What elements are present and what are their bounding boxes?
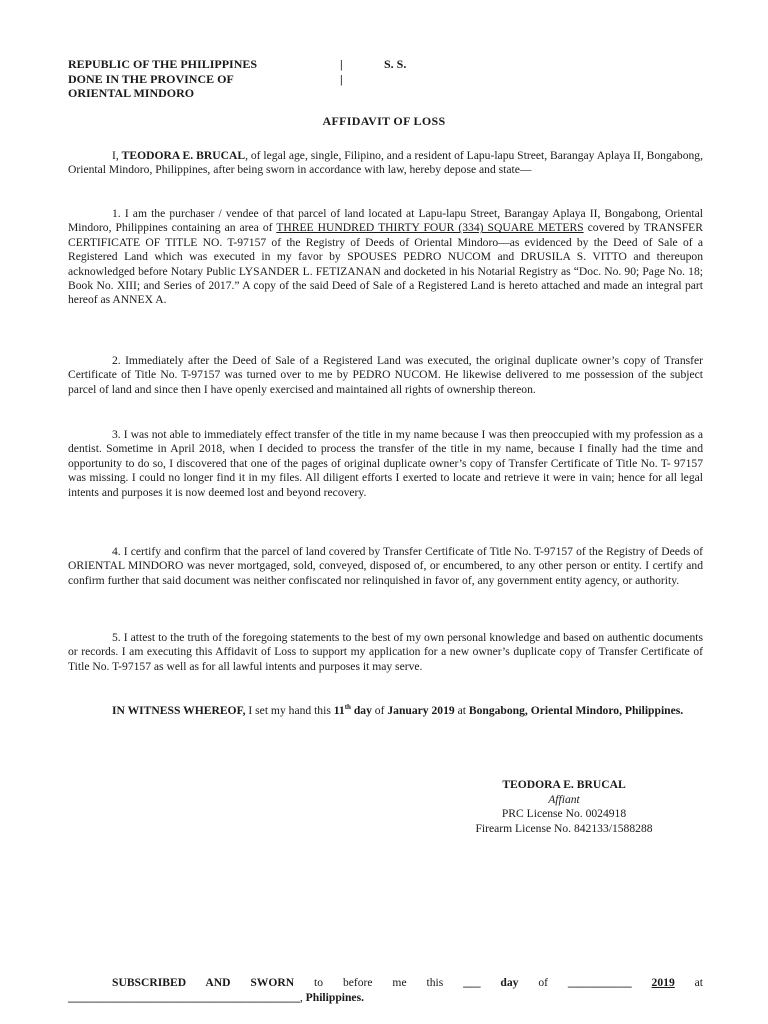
jurat-blank-month: ___________ bbox=[567, 976, 632, 989]
jurat-year: 2019 bbox=[651, 976, 675, 989]
witness-t2: of bbox=[371, 704, 388, 717]
signatory-role: Affiant bbox=[548, 792, 580, 806]
land-area: THREE HUNDRED THIRTY FOUR (334) SQUARE METERS bbox=[276, 221, 584, 235]
witness-day-word: day bbox=[350, 704, 372, 717]
jurat-day: day bbox=[480, 976, 519, 989]
witness-t3: at bbox=[454, 704, 469, 717]
document-title: AFFIDAVIT OF LOSS bbox=[322, 114, 446, 128]
intro-paragraph bbox=[68, 149, 703, 178]
witness-day-num: 11 bbox=[333, 704, 345, 717]
jurat-blank-place: ________________________________________ bbox=[68, 991, 300, 1004]
paragraph-1-b: covered by TRANSFER CERTIFICATE OF TITLE NO. T-97157 of the Registry of Deeds of Oriental Mindoro—as evidenced by the Deed of Sale of a Registered Land which was executed in my favor by SPOUSES PEDRO NUCOM and DRUSILA S. VITTO and thereupon acknowledged before Notary Public LYSANDER L. FETIZANAN and docketed in his Notarial Registry as “Doc. No. 90; Page No. 18; Book No. XIII; and Series of 2017.” A copy of the said Deed of Sale of a Registered Land is hereto attached and made an integral part hereof as ANNEX A. bbox=[68, 221, 703, 307]
jurat bbox=[68, 975, 703, 1005]
jurat-t4: , bbox=[299, 991, 306, 1004]
venue-separator-1: | bbox=[340, 57, 343, 71]
venue-block bbox=[68, 57, 257, 101]
intro-post: , of legal age, single, Filipino, and a resident of Lapu-lapu Street, Barangay Aplaya II, Bongabong, Oriental Mindoro, Philippines, after being sworn in accordance with law, hereby depose and state— bbox=[68, 149, 703, 177]
prc-license: PRC License No. 0024918 bbox=[501, 807, 627, 821]
jurat-t1: to before me this bbox=[294, 976, 464, 989]
paragraph-4: 4. I certify and confirm that the parcel of land covered by Transfer Certificate of Title No. T-97157 of the Registry of Deeds of ORIENTAL MINDORO was never mortgaged, sold, conveyed, disposed of, or encumbered, to any other person or entity. I certify and confirm further that said document was neither confiscated nor relinquished in favor of, any government entity agency, or authority. bbox=[68, 545, 703, 587]
jurat-t2: of bbox=[518, 976, 568, 989]
jurat-blank-day: ___ bbox=[463, 976, 481, 989]
jurat-t3: at bbox=[674, 976, 703, 989]
witness-t1: I set my hand this bbox=[245, 704, 334, 717]
witness-place: Bongabong, Oriental Mindoro, Philippines. bbox=[468, 704, 684, 717]
witness-lead: IN WITNESS WHEREOF, bbox=[112, 704, 246, 717]
paragraph-2: 2. Immediately after the Deed of Sale of a Registered Land was executed, the original duplicate owner’s copy of Transfer Certificate of Title No. T-97157 was turned over to me by PEDRO NUCOM. He likewise delivered to me possession of the subject parcel of land and since then I have openly exercised and maintained all rights of ownership thereon. bbox=[68, 354, 703, 396]
intro-pre: I, bbox=[112, 149, 122, 162]
witness-day-suffix: th bbox=[344, 703, 351, 712]
venue-ss: S. S. bbox=[384, 57, 407, 71]
venue-line-3: ORIENTAL MINDORO bbox=[68, 86, 195, 100]
venue-line-1: REPUBLIC OF THE PHILIPPINES bbox=[68, 57, 258, 71]
venue-separator bbox=[340, 57, 343, 86]
firearm-license: Firearm License No. 842133/1588288 bbox=[475, 821, 653, 835]
venue-line-2: DONE IN THE PROVINCE OF bbox=[68, 71, 234, 86]
affiant-name: TEODORA E. BRUCAL bbox=[121, 149, 246, 162]
jurat-lead: SUBSCRIBED AND SWORN bbox=[112, 976, 295, 989]
paragraph-1-a: 1. I am the purchaser / vendee of that parcel of land located at Lapu-lapu Street, Barangay Aplaya II, Bongabong, Oriental Mindoro, Philippines containing an area of bbox=[68, 207, 703, 235]
jurat-country: Philippines. bbox=[305, 991, 364, 1004]
witness-clause bbox=[68, 704, 703, 718]
paragraph-1 bbox=[68, 207, 703, 308]
paragraph-3: 3. I was not able to immediately effect transfer of the title in my name because I was then preoccupied with my profession as a dentist. Sometime in April 2018, when I decided to process the transfer of the title in my name, because I finally had the time and opportunity to do so, I discovered that one of the pages of original duplicate owner’s copy of Transfer Certificate of Title No. T- 97157 was missing. I could no longer find it in my files. All diligent efforts I exerted to locate and retrieve it were in vain; hence for all legal intents and purposes it is now deemed lost and beyond recovery. bbox=[68, 428, 703, 499]
signatory-name: TEODORA E. BRUCAL bbox=[502, 778, 626, 791]
signature-block bbox=[420, 778, 708, 836]
paragraph-5: 5. I attest to the truth of the foregoing statements to the best of my own personal knowledge and based on authentic documents or records. I am executing this Affidavit of Loss to support my application for a new owner’s duplicate copy of Transfer Certificate of Title No. T-97157 as well as for all lawful intents and purposes it may serve. bbox=[68, 631, 703, 673]
venue-separator-2: | bbox=[340, 71, 343, 86]
witness-date: January 2019 bbox=[387, 704, 455, 717]
witness-day bbox=[334, 704, 372, 717]
